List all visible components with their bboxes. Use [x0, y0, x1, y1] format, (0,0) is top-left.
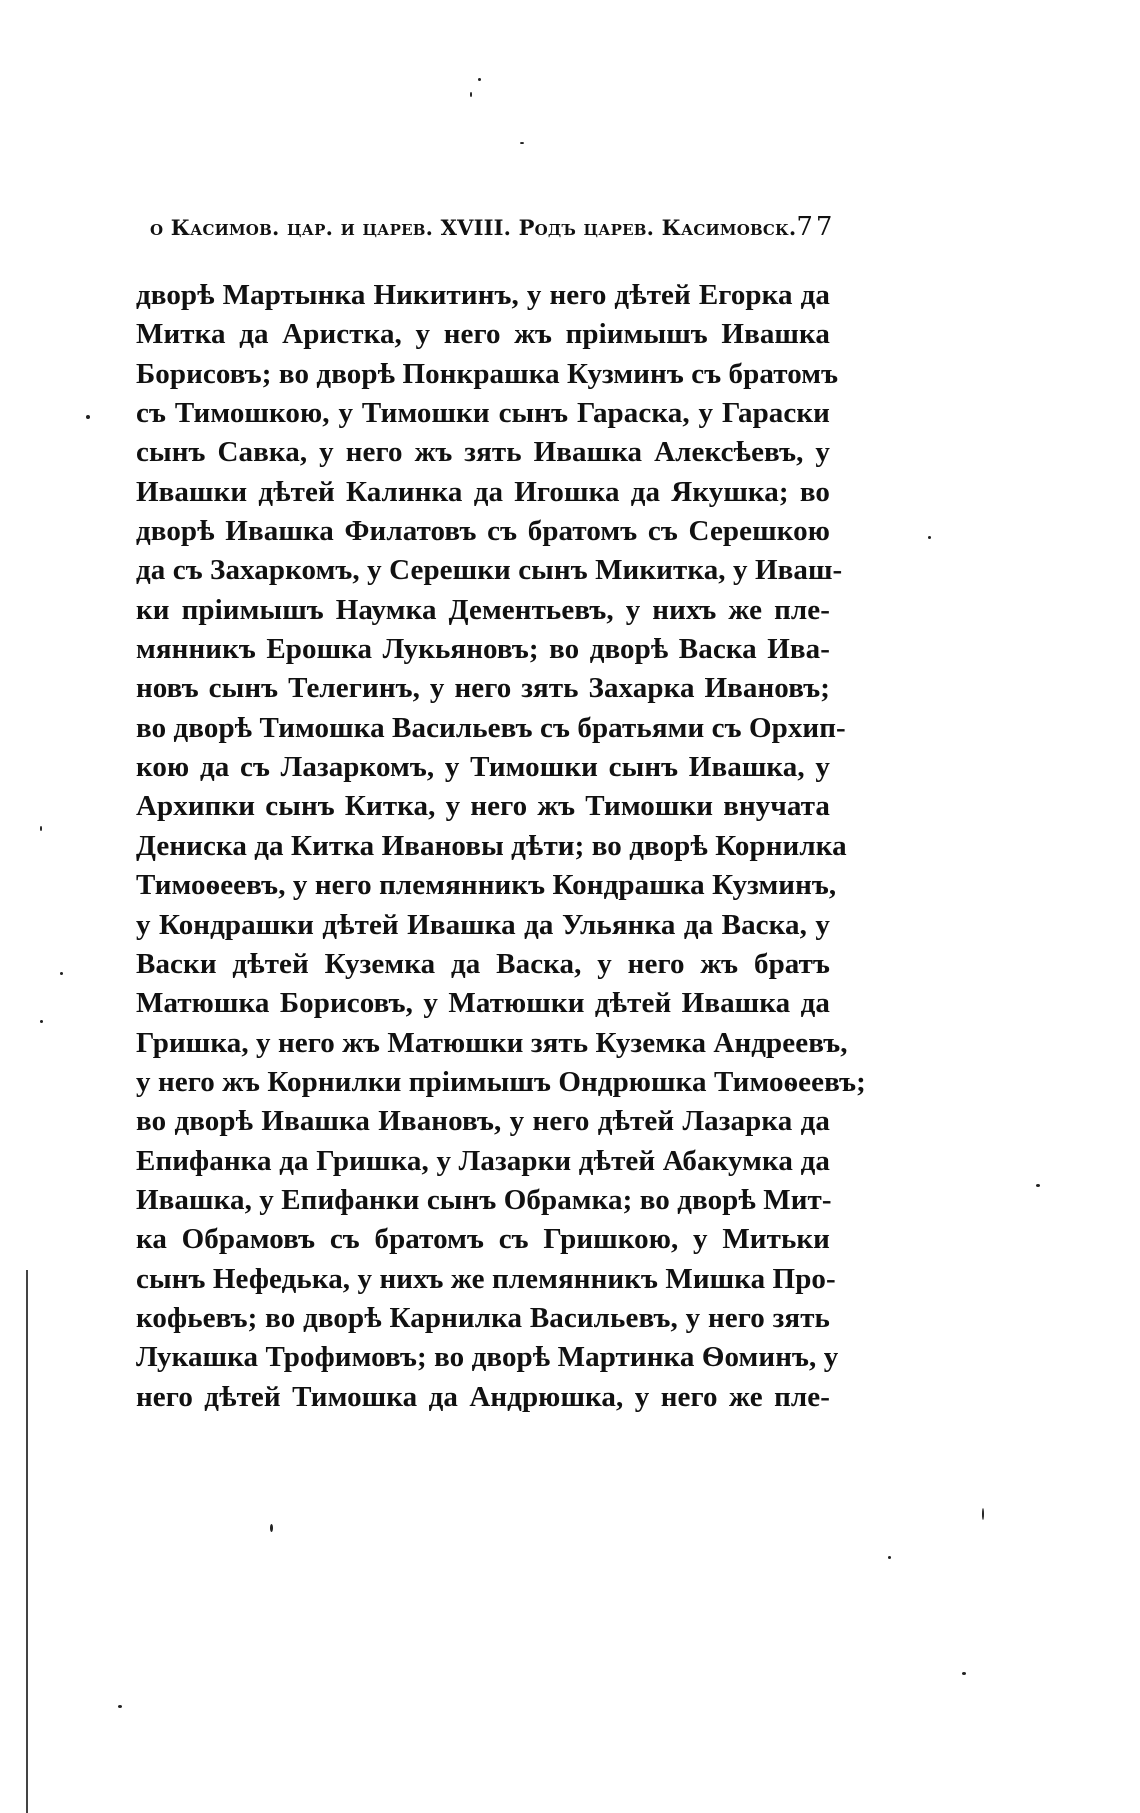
text-line: Ивашки дѣтей Калинка да Игошка да Якушка; во [136, 475, 830, 508]
text-line: да съ Захаркомъ, у Серешки сынъ Микитка, у Иваш- [136, 554, 843, 587]
scan-edge-line [26, 1270, 28, 1813]
text-line: Архипки сынъ Китка, у него жъ Тимошки внучата [136, 790, 830, 823]
text-line: дворѣ Ивашка Филатовъ съ братомъ съ Серешкою [136, 515, 830, 548]
text-line: у Кондрашки дѣтей Ивашка да Ульянка да Васка, у [136, 908, 830, 941]
text-line: Дениска да Китка Ивановы дѣти; во дворѣ Корнилка [136, 829, 847, 862]
scan-speck [982, 1508, 984, 1520]
text-line: Ивашка, у Епифанки сынъ Обрамка; во дворѣ Мит- [136, 1183, 832, 1216]
scan-speck [962, 1672, 966, 1675]
text-line: Лукашка Трофимовъ; во дворѣ Мартинка Ѳоминъ, у [136, 1341, 839, 1374]
scan-speck [86, 415, 90, 419]
scan-speck [1036, 1184, 1040, 1187]
text-line: Епифанка да Гришка, у Лазарки дѣтей Абакумка да [136, 1144, 830, 1177]
text-line: кою да съ Лазаркомъ, у Тимошки сынъ Ивашка, у [136, 751, 830, 784]
text-line: во дворѣ Ивашка Ивановъ, у него дѣтей Лазарка да [136, 1105, 830, 1138]
scan-speck [470, 92, 472, 97]
text-line: новъ сынъ Телегинъ, у него зять Захарка Ивановъ; [136, 672, 830, 705]
text-line: кофьевъ; во дворѣ Карнилка Васильевъ, у него зять [136, 1301, 830, 1334]
scan-speck [520, 142, 524, 144]
running-head [150, 212, 836, 252]
text-line: него дѣтей Тимошка да Андрюшка, у него же пле- [136, 1380, 830, 1413]
text-line: ка Обрамовъ съ братомъ съ Гришкою, у Митьки [136, 1223, 830, 1256]
running-head-title: о Касимов. цар. и царев. XVIII. Родъ царев. Касимовск. [150, 215, 797, 240]
scan-speck [60, 972, 63, 975]
text-line: Гришка, у него жъ Матюшки зять Куземка Андреевъ, [136, 1026, 848, 1059]
scan-speck [118, 1705, 122, 1708]
text-line: сынъ Нефедька, у нихъ же племянникъ Мишка Про- [136, 1262, 836, 1295]
text-line: съ Тимошкою, у Тимошки сынъ Гараска, у Гараски [136, 397, 830, 430]
text-line: Васки дѣтей Куземка да Васка, у него жъ братъ [136, 947, 830, 980]
scan-speck [928, 536, 931, 539]
text-line: Борисовъ; во дворѣ Понкрашка Кузминъ съ братомъ [136, 357, 839, 390]
body-text [136, 276, 866, 1417]
scan-speck [40, 1020, 43, 1023]
text-line: сынъ Савка, у него жъ зять Ивашка Алексѣевъ, у [136, 436, 830, 469]
text-line: мянникъ Ерошка Лукьяновъ; во дворѣ Васка Ива- [136, 633, 830, 666]
text-line: во дворѣ Тимошка Васильевъ съ братьями съ Орхип- [136, 711, 846, 744]
page-number: 77 [796, 212, 836, 242]
text-line: ки прiимышъ Наумка Дементьевъ, у нихъ же пле- [136, 593, 830, 626]
scan-speck [888, 1556, 891, 1559]
scan-speck [40, 826, 42, 831]
text-line: Матюшка Борисовъ, у Матюшки дѣтей Ивашка да [136, 987, 830, 1020]
text-line: Тимоѳеевъ, у него племянникъ Кондрашка Кузминъ, [136, 869, 837, 902]
text-line: дворѣ Мартынка Никитинъ, у него дѣтей Егорка да [136, 279, 830, 311]
text-line: Митка да Аристка, у него жъ прiимышъ Ивашка [136, 318, 830, 351]
text-line: у него жъ Корнилки прiимышъ Ондрюшка Тимоѳеевъ; [136, 1065, 866, 1098]
scan-speck [270, 1524, 273, 1532]
scan-speck [478, 78, 481, 81]
